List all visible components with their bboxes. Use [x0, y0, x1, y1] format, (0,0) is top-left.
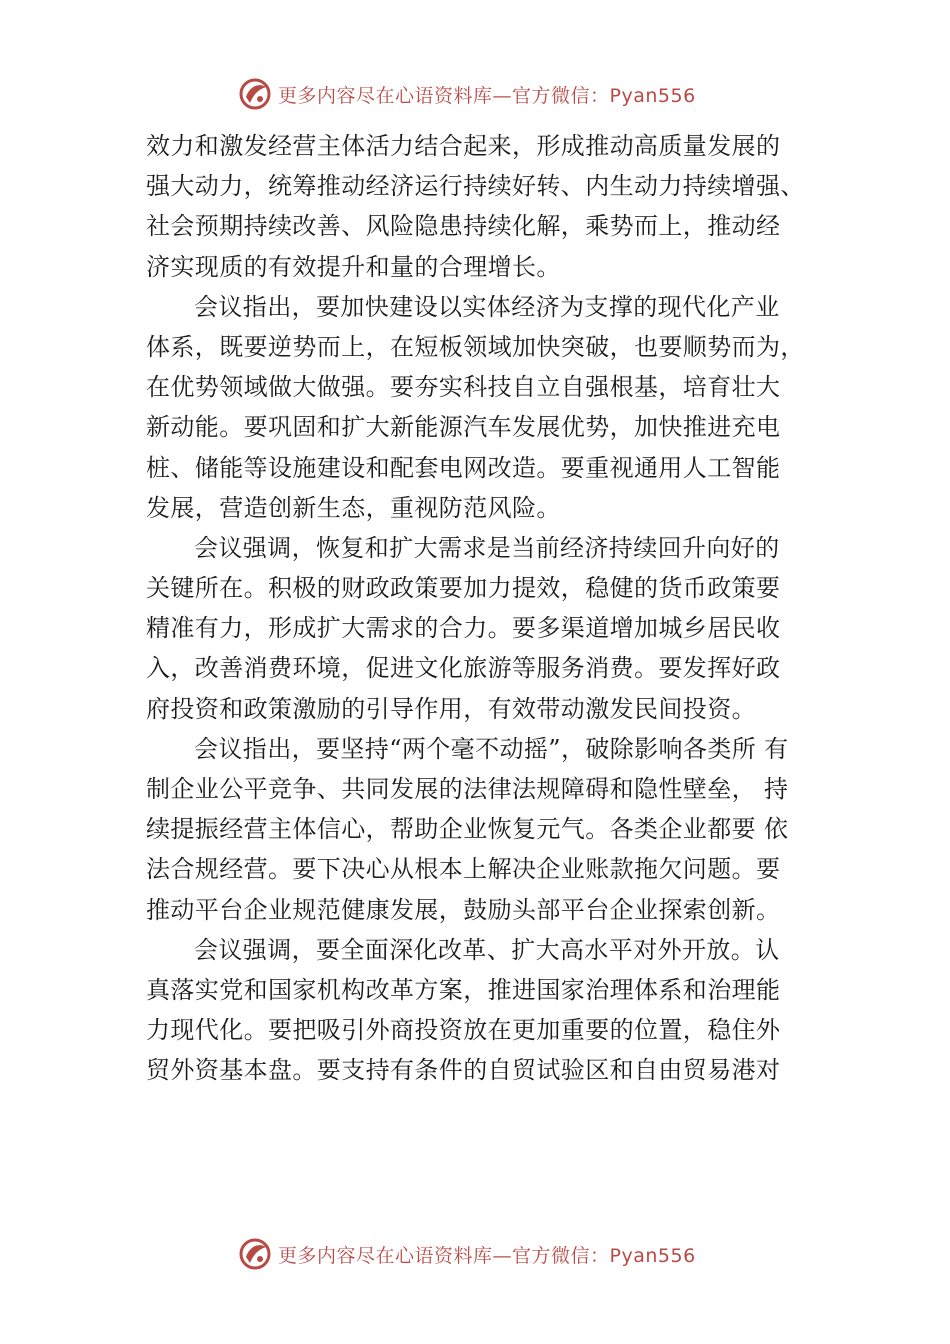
text-line: 精准有力，形成扩大需求的合力。要多渠道增加城乡居民收: [146, 614, 781, 643]
paragraph-start-line: 会议指出，要坚持“两个毫不动摇”，破除影响各类所 有: [194, 734, 789, 763]
logo-icon: [238, 1237, 272, 1271]
text-line: 贸外资基本盘。要支持有条件的自贸试验区和自由贸易港对: [146, 1056, 781, 1085]
text-line: 发展，营造创新生态，重视防范风险。: [146, 493, 561, 522]
text-line: 入，改善消费环境，促进文化旅游等服务消费。要发挥好政: [146, 654, 781, 683]
paragraph-start-line: 会议强调，恢复和扩大需求是当前经济持续回升向好的: [194, 533, 780, 562]
paragraph-start-line: 会议指出，要加快建设以实体经济为支撑的现代化产业: [194, 292, 780, 321]
text-line: 强大动力，统筹推动经济运行持续好转、内生动力持续增强、: [146, 172, 805, 201]
text-line: 关键所在。积极的财政政策要加力提效，稳健的货币政策要: [146, 574, 781, 603]
text-line: 社会预期持续改善、风险隐患持续化解，乘势而上，推动经: [146, 212, 781, 241]
paragraph-start-line: 会议强调，要全面深化改革、扩大高水平对外开放。认: [194, 935, 780, 964]
text-line: 真落实党和国家机构改革方案，推进国家治理体系和治理能: [146, 975, 781, 1004]
header-wechat-id: Pyan556: [609, 84, 696, 107]
text-line: 在优势领域做大做强。要夯实科技自立自强根基，培育壮大: [146, 373, 781, 402]
document-body: [146, 126, 836, 1091]
text-line: 制企业公平竞争、共同发展的法律法规障碍和隐性壁垒， 持: [146, 775, 789, 803]
footer-wechat-id: Pyan556: [609, 1244, 696, 1267]
header-banner: [238, 74, 738, 114]
text-line: 济实现质的有效提升和量的合理增长。: [146, 252, 561, 281]
text-line: 效力和激发经营主体活力结合起来，形成推动高质量发展的: [146, 132, 781, 160]
footer-banner-text: 更多内容尽在心语资料库—官方微信：Pyan556: [278, 1244, 696, 1267]
text-line: 推动平台企业规范健康发展，鼓励头部平台企业探索创新。: [146, 895, 781, 924]
header-banner-text: 更多内容尽在心语资料库—官方微信：Pyan556: [278, 84, 696, 107]
text-line: 桩、储能等设施建设和配套电网改造。要重视通用人工智能: [146, 453, 781, 482]
text-line: 力现代化。要把吸引外商投资放在更加重要的位置，稳住外: [146, 1016, 781, 1045]
text-line: 府投资和政策激励的引导作用，有效带动激发民间投资。: [146, 694, 756, 723]
footer-banner: [238, 1234, 738, 1274]
logo-icon: [238, 77, 272, 111]
text-line: 体系，既要逆势而上，在短板领域加快突破，也要顺势而为，: [146, 332, 805, 361]
text-line: 新动能。要巩固和扩大新能源汽车发展优势，加快推进充电: [146, 413, 781, 442]
text-line: 续提振经营主体信心，帮助企业恢复元气。各类企业都要 依: [146, 815, 789, 844]
text-line: 法合规经营。要下决心从根本上解决企业账款拖欠问题。要: [146, 855, 781, 884]
